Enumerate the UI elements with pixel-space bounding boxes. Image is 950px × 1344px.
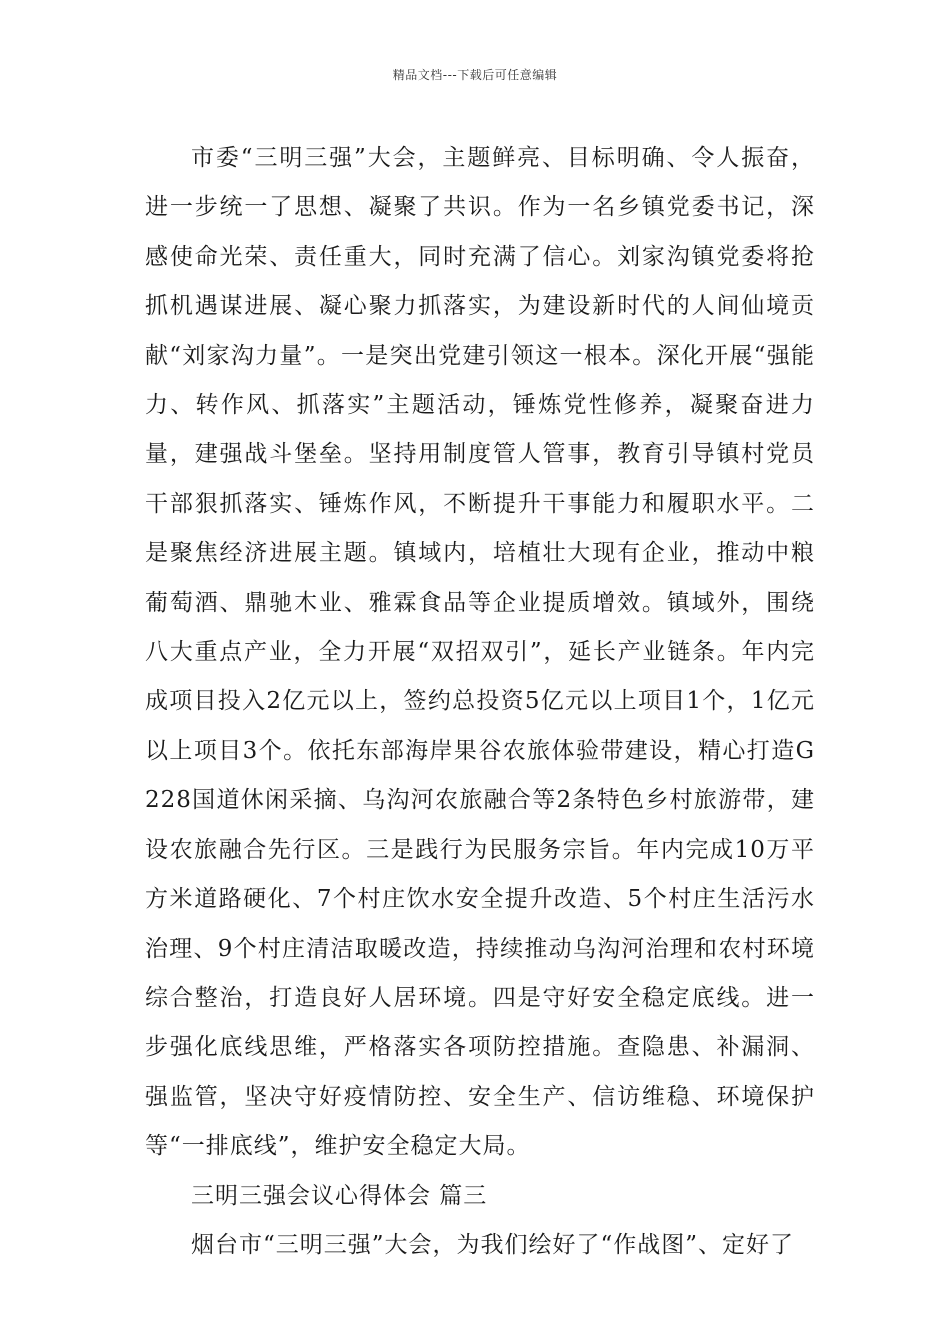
section-heading: 三明三强会议心得体会 篇三	[191, 1182, 488, 1209]
body-paragraph: 烟台市“三明三强”大会，为我们绘好了“作战图”、定好了	[191, 1231, 795, 1258]
body-paragraph: 市委“三明三强”大会，主题鲜亮、目标明确、令人振奋，进一步统一了思想、凝聚了共识。作为一名乡镇党委书记，深感使命光荣、责任重大，同时充满了信心。刘家沟镇党委将抢抓机遇谋进展、凝心聚力抓落实，为建设新时代的人间仙境贡献“刘家沟力量”。一是突出党建引领这一根本。深化开展“强能力、转作风、抓落实”主题活动，锤炼党性修养，凝聚奋进力量，建强战斗堡垒。坚持用制度管人管事，教育引导镇村党员干部狠抓落实、锤炼作风，不断提升干事能力和履职水平。二是聚焦经济进展主题。镇域内，培植壮大现有企业，推动中粮葡萄酒、鼎驰木业、雅霖食品等企业提质增效。镇域外，围绕八大重点产业，全力开展“双招双引”，延长产业链条。年内完成项目投入2亿元以上，签约总投资5亿元以上项目1个，1亿元以上项目3个。依托东部海岸果谷农旅体验带建设，精心打造G228国道休闲采摘、乌沟河农旅融合等2条特色乡村旅游带，建设农旅融合先行区。三是践行为民服务宗旨。年内完成10万平方米道路硬化、7个村庄饮水安全提升改造、5个村庄生活污水治理、9个村庄清洁取暖改造，持续推动乌沟河治理和农村环境综合整治，打造良好人居环境。四是守好安全稳定底线。进一步强化底线思维，严格落实各项防控措施。查隐患、补漏洞、强监管，坚决守好疫情防控、安全生产、信访维稳、环境保护等“一排底线”，维护安全稳定大局。	[145, 145, 815, 1160]
page-header: 精品文档---下载后可任意编辑	[392, 68, 558, 82]
document-body	[145, 134, 815, 1270]
